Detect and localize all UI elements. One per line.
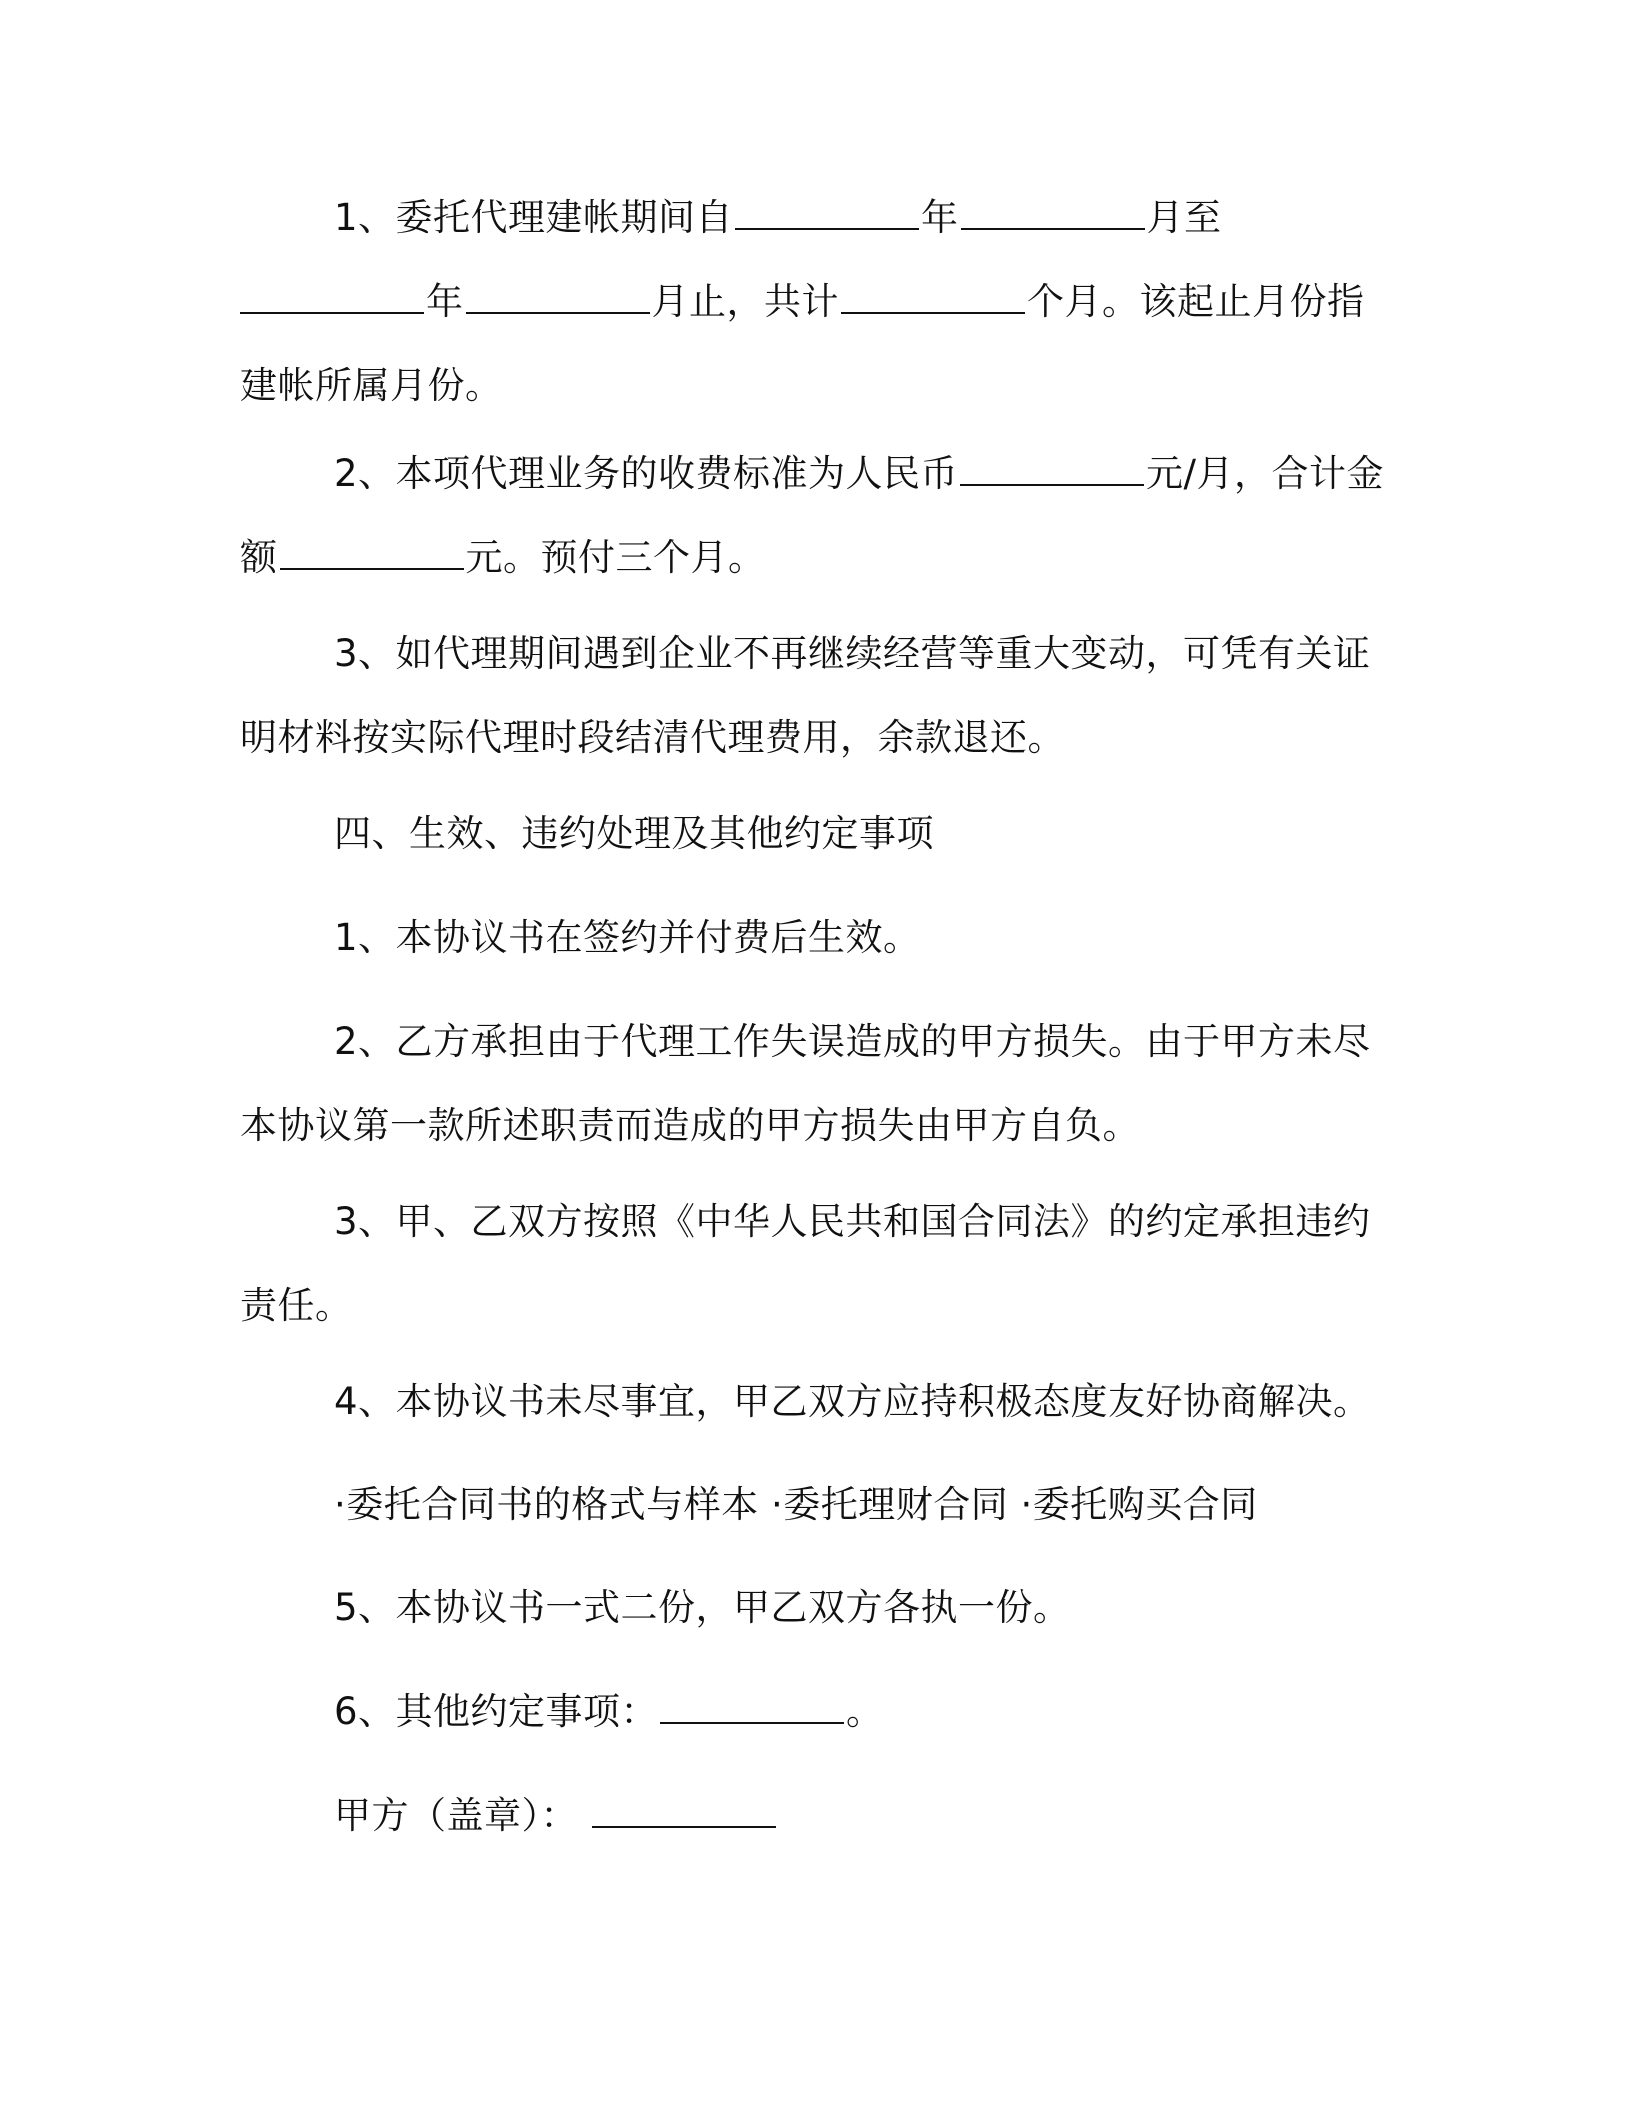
section-four-item-1: [240, 896, 1380, 980]
clause-1-text-d: 年: [426, 280, 464, 323]
party-a-signature: [240, 1774, 1380, 1858]
item-4-text: 4、本协议书未尽事宜，甲乙双方应持积极态度友好协商解决。: [334, 1380, 1371, 1423]
blank-other-matters[interactable]: [660, 1720, 844, 1724]
item-6-text-a: 6、其他约定事项：: [334, 1690, 659, 1733]
clause-2-line-2: [240, 516, 1380, 600]
section-four-item-3: [240, 1180, 1380, 1348]
clause-1-text-c: 月至: [1146, 196, 1222, 239]
blank-monthly-fee[interactable]: [960, 482, 1144, 486]
section-four-item-2: [240, 1000, 1380, 1168]
item-6-text-b: 。: [846, 1690, 884, 1733]
clause-1-text-f: 个月。该起止月份指: [1027, 280, 1365, 323]
clause-2: [240, 432, 1385, 600]
item-3-line-2: 责任。: [240, 1284, 353, 1327]
blank-end-month[interactable]: [466, 310, 650, 314]
clause-1-text-e: 月止，共计: [651, 280, 839, 323]
item-6-line: [240, 1670, 1380, 1754]
clause-1-text-a: 1、委托代理建帐期间自: [334, 196, 734, 239]
blank-end-year[interactable]: [240, 310, 424, 314]
item-5-text: 5、本协议书一式二份，甲乙双方各执一份。: [334, 1586, 1071, 1629]
section-four-heading-text: 四、生效、违约处理及其他约定事项: [334, 812, 934, 855]
clause-2-text-a: 2、本项代理业务的收费标准为人民币: [334, 452, 959, 495]
clause-1: [240, 176, 1380, 428]
blank-total-months[interactable]: [841, 310, 1025, 314]
clause-3-line-1: 3、如代理期间遇到企业不再继续经营等重大变动，可凭有关证: [334, 632, 1371, 675]
clause-3: [240, 612, 1380, 780]
item-2-line-1: 2、乙方承担由于代理工作失误造成的甲方损失。由于甲方未尽: [334, 1020, 1371, 1063]
blank-total-amount[interactable]: [280, 566, 464, 570]
blank-start-year[interactable]: [735, 226, 919, 230]
clause-2-text-b: 元/月，合计金: [1146, 452, 1385, 495]
party-a-label: 甲方（盖章）：: [334, 1794, 578, 1837]
section-four-item-4: [240, 1360, 1380, 1444]
blank-start-month[interactable]: [961, 226, 1145, 230]
clause-1-line-1: [240, 176, 1380, 260]
item-2-line-2: 本协议第一款所述职责而造成的甲方损失由甲方自负。: [240, 1104, 1140, 1147]
section-four-heading: [240, 792, 1380, 876]
clause-1-line-3: 建帐所属月份。: [240, 364, 503, 407]
clause-1-text-b: 年: [921, 196, 959, 239]
related-links: [240, 1463, 1380, 1547]
party-a-line: [240, 1774, 1380, 1858]
blank-party-a-seal[interactable]: [592, 1824, 776, 1828]
section-four-item-5: [240, 1566, 1380, 1650]
clause-2-text-d: 元。预付三个月。: [465, 536, 766, 579]
item-3-line-1: 3、甲、乙双方按照《中华人民共和国合同法》的约定承担违约: [334, 1200, 1371, 1243]
related-links-text[interactable]: ·委托合同书的格式与样本 ·委托理财合同 ·委托购买合同: [334, 1483, 1258, 1526]
clause-1-line-2: [240, 260, 1380, 344]
clause-3-line-2: 明材料按实际代理时段结清代理费用，余款退还。: [240, 716, 1065, 759]
item-1-text: 1、本协议书在签约并付费后生效。: [334, 916, 921, 959]
clause-2-text-c: 额: [240, 536, 278, 579]
clause-2-line-1: [240, 432, 1385, 516]
section-four-item-6: [240, 1670, 1380, 1754]
